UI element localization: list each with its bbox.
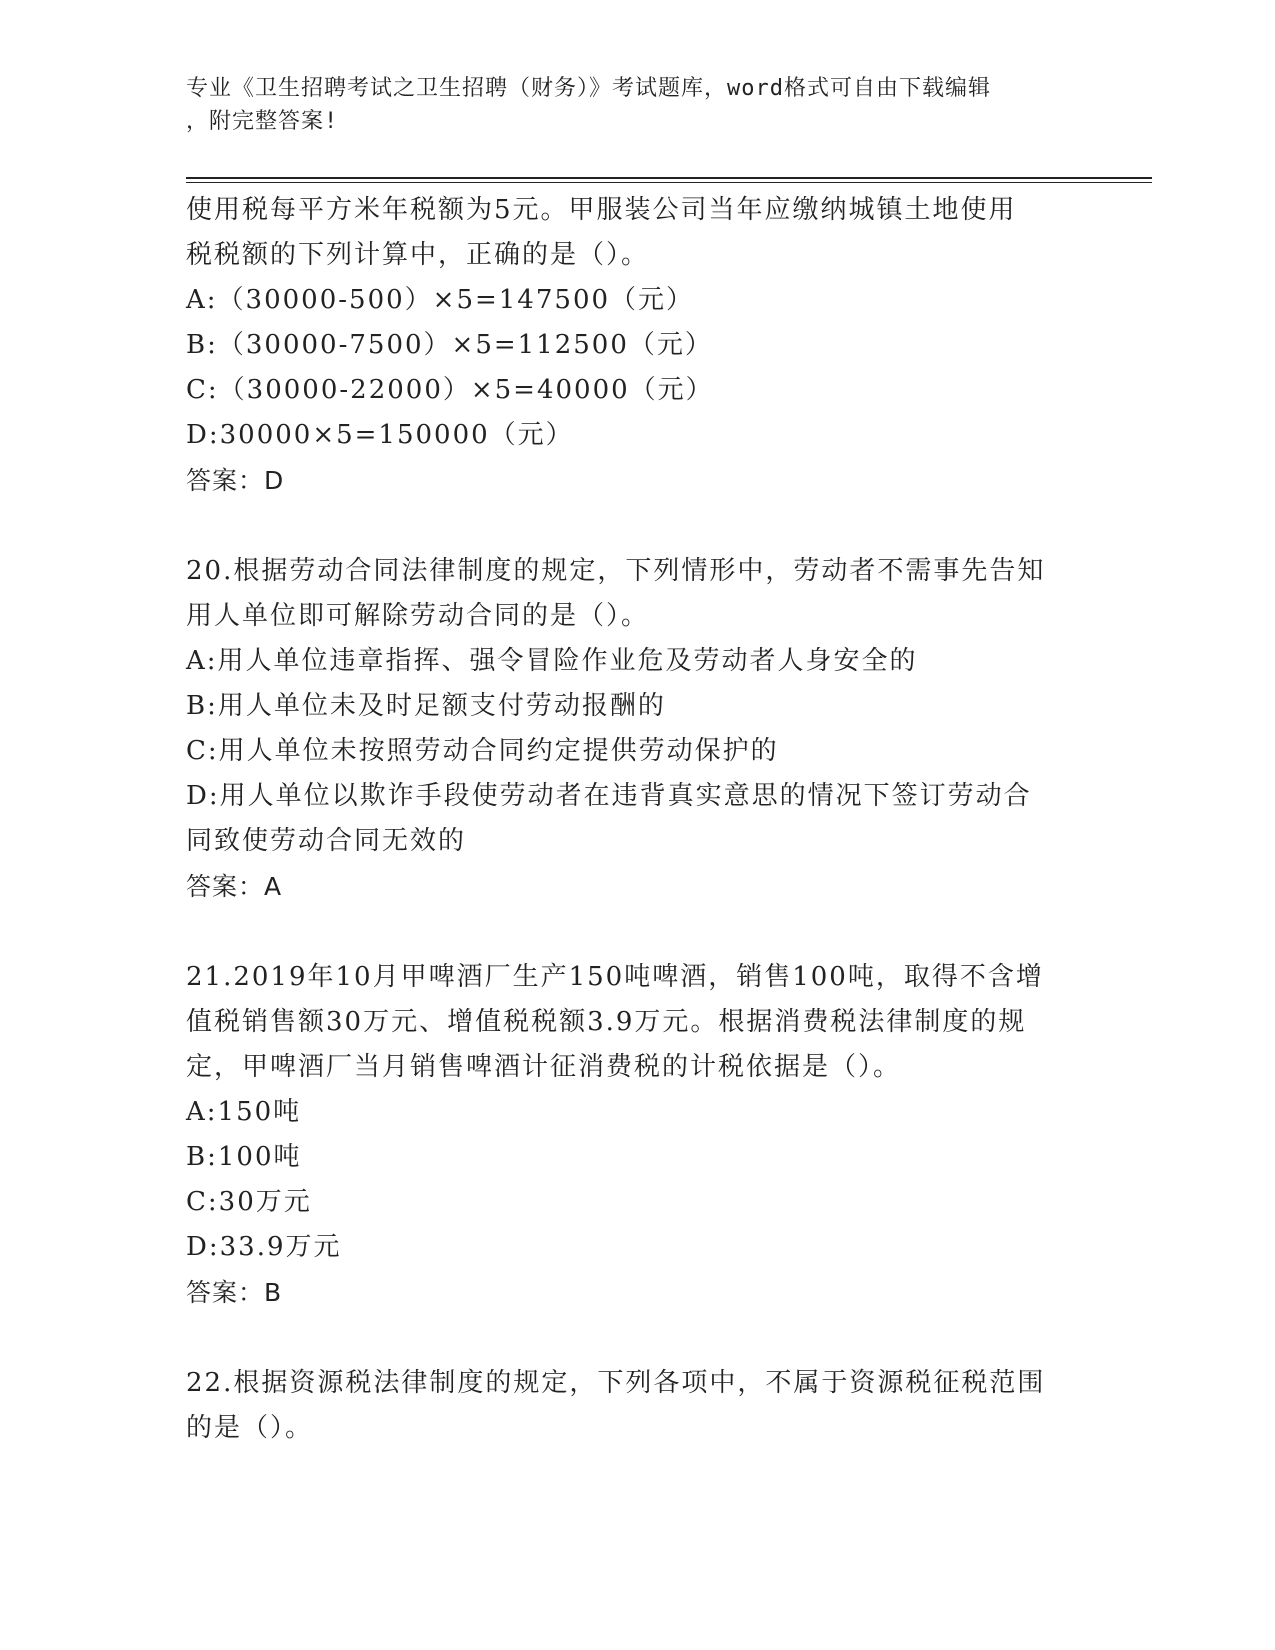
question-20 [186,549,1086,909]
option-c: C:（30000-22000）×5=40000（元） [186,375,714,405]
question-spacer [186,503,1086,549]
question-stem-line: 值税销售额30万元、增值税税额3.9万元。根据消费税法律制度的规 [186,1007,1027,1037]
answer-line: 答案：B [186,1278,283,1307]
option-d-continued: 同致使劳动合同无效的 [186,826,467,856]
question-stem-line: 20.根据劳动合同法律制度的规定，下列情形中，劳动者不需事先告知 [186,556,1046,586]
option-a: A:用人单位违章指挥、强令冒险作业危及劳动者人身安全的 [186,646,918,676]
question-stem-line: 21.2019年10月甲啤酒厂生产150吨啤酒，销售100吨，取得不含增 [186,962,1044,992]
option-d: D:30000×5=150000（元） [186,420,574,450]
option-b: B:用人单位未及时足额支付劳动报酬的 [186,691,666,721]
option-c: C:30万元 [186,1187,312,1217]
option-b: B:（30000-7500）×5=112500（元） [186,330,713,360]
question-21 [186,955,1086,1315]
option-a: A:150吨 [186,1097,302,1127]
question-list [186,188,1086,1451]
document-header [186,72,1086,138]
question-spacer [186,909,1086,955]
header-divider [186,177,1152,183]
option-b: B:100吨 [186,1142,302,1172]
option-d: D:用人单位以欺诈手段使劳动者在违背真实意思的情况下签订劳动合 [186,781,1032,811]
option-a: A:（30000-500）×5=147500（元） [186,285,695,315]
question-stem-line: 的是（）。 [186,1413,314,1443]
answer-line: 答案：D [186,466,285,495]
option-d: D:33.9万元 [186,1232,342,1262]
question-spacer [186,1315,1086,1361]
question-stem-line: 使用税每平方米年税额为5元。甲服装公司当年应缴纳城镇土地使用 [186,195,1017,225]
question-stem-line: 22.根据资源税法律制度的规定，下列各项中，不属于资源税征税范围 [186,1368,1046,1398]
question-stem-line: 定，甲啤酒厂当月销售啤酒计征消费税的计税依据是（）。 [186,1052,902,1082]
question-stem-line: 用人单位即可解除劳动合同的是（）。 [186,601,650,631]
question-22 [186,1361,1086,1451]
question-stem-line: 税税额的下列计算中，正确的是（）。 [186,240,650,270]
question-19-continued [186,188,1086,503]
option-c: C:用人单位未按照劳动合同约定提供劳动保护的 [186,736,779,766]
answer-line: 答案：A [186,872,283,901]
header-title-line-2: ，附完整答案! [186,109,339,134]
header-title-line-1: 专业《卫生招聘考试之卫生招聘（财务）》考试题库，word格式可自由下载编辑 [186,76,991,101]
